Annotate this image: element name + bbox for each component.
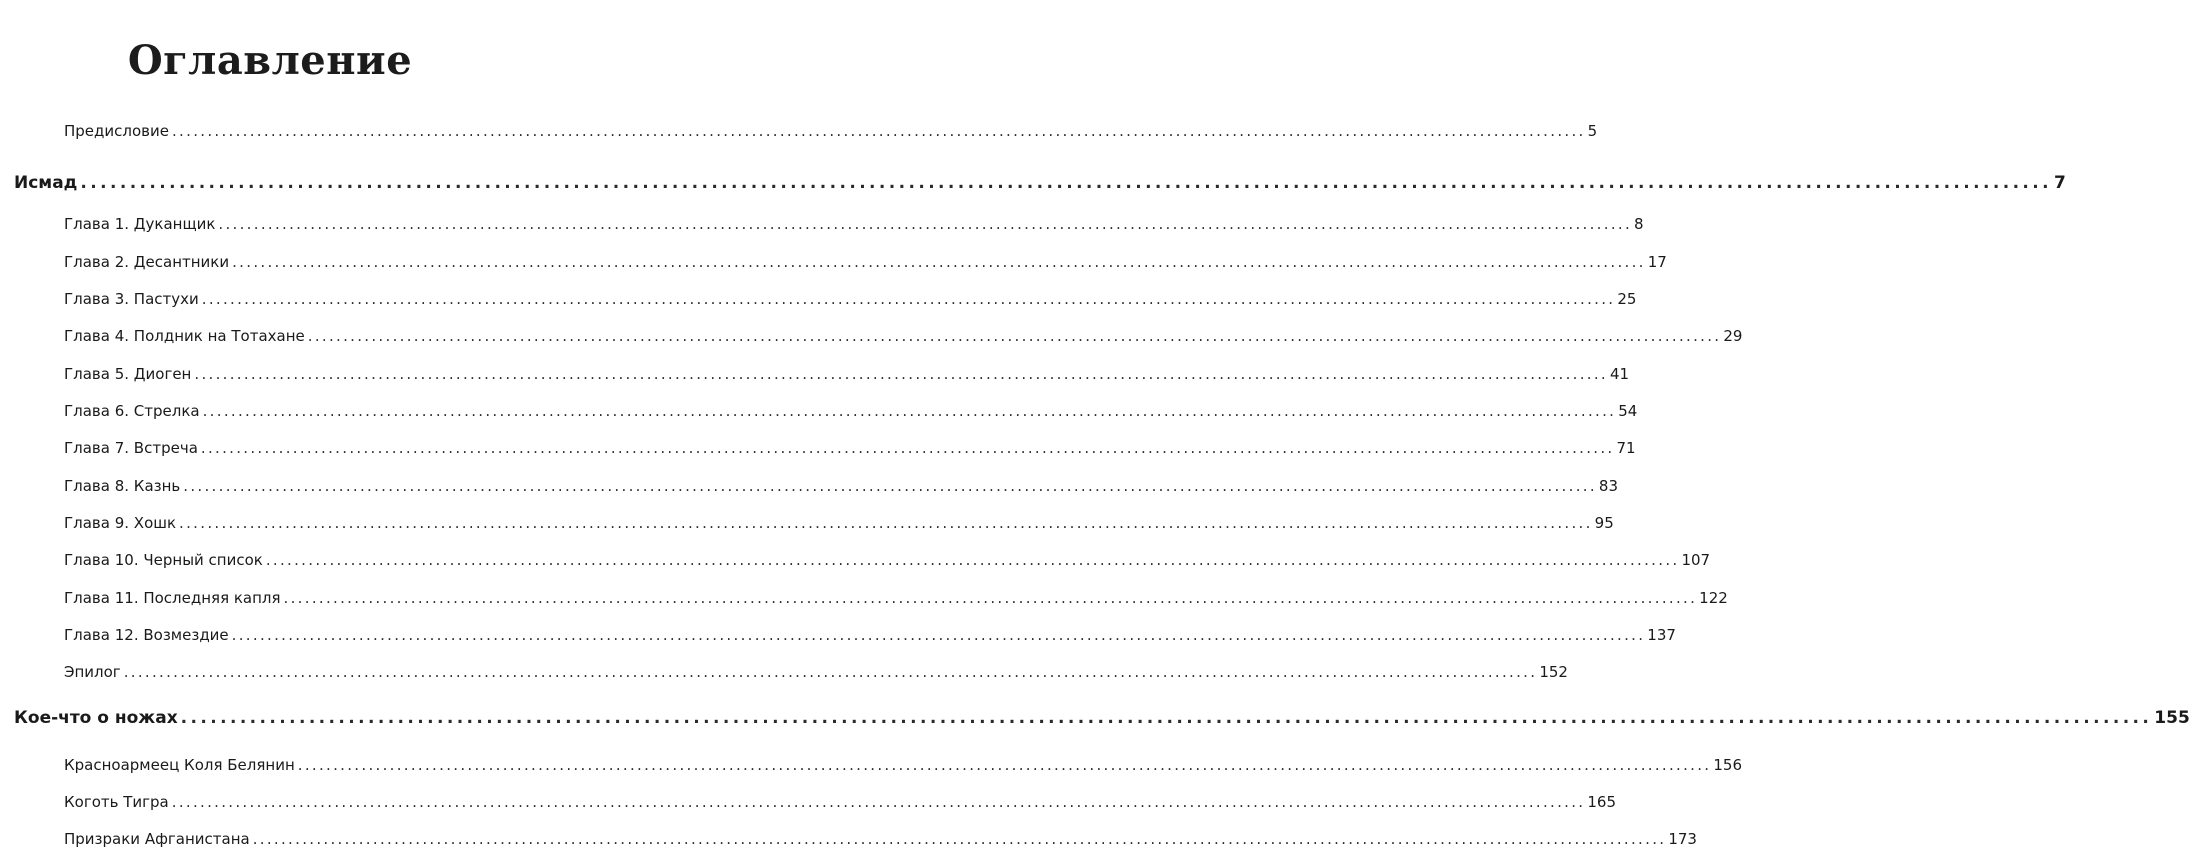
toc-entry-label: Глава 9. Хошк <box>64 514 177 532</box>
toc-entry-page: 71 <box>1616 439 1636 457</box>
dot-leader: ........................................................................................................................................................................................................ <box>307 327 1722 345</box>
dot-leader: ........................................................................................................................................................................................................ <box>200 439 1615 457</box>
dot-leader: ........................................................................................................................................................................................................ <box>297 756 1712 774</box>
toc-entry-chapter[interactable] <box>64 214 1644 234</box>
toc-entry-label: Глава 1. Дуканщик <box>64 215 216 233</box>
dot-leader: ........................................................................................................................................................................................................ <box>183 477 1597 495</box>
toc-entry-chapter[interactable] <box>64 252 1667 272</box>
toc-entry-page: 5 <box>1587 122 1598 140</box>
toc-entry-label: Глава 4. Полдник на Тотахане <box>64 327 305 345</box>
toc-entry-label: Эпилог <box>64 663 121 681</box>
toc-entry-page: 95 <box>1594 514 1614 532</box>
toc-part-label: Кое-что о ножах <box>14 708 178 728</box>
toc-entry-story[interactable] <box>64 829 1697 849</box>
toc-entry-page: 8 <box>1634 215 1644 233</box>
toc-entry-page: 29 <box>1723 327 1743 345</box>
toc-entry-label: Глава 8. Казнь <box>64 477 181 495</box>
toc-entry-label: Красноармеец Коля Белянин <box>64 756 295 774</box>
toc-entry-page: 122 <box>1699 589 1728 607</box>
toc-entry-label: Глава 12. Возмездие <box>64 626 229 644</box>
toc-entry-chapter[interactable] <box>64 625 1676 645</box>
toc-entry-page: 25 <box>1617 290 1637 308</box>
dot-leader: ........................................................................................................................................................................................................ <box>171 122 1586 140</box>
toc-part-label: Исмад <box>14 173 78 193</box>
toc-entry-chapter[interactable] <box>64 364 1630 384</box>
toc-entry-label: Призраки Афганистана <box>64 830 250 848</box>
toc-entry-page: 17 <box>1647 253 1667 271</box>
toc-entry-preface[interactable] <box>64 121 1598 141</box>
toc-entry-chapter[interactable] <box>64 513 1614 533</box>
toc-entry-page: 152 <box>1539 663 1568 681</box>
toc-entry-page: 137 <box>1647 626 1676 644</box>
toc-entry-chapter[interactable] <box>64 476 1618 496</box>
toc-entry-label: Глава 7. Встреча <box>64 439 198 457</box>
toc-entry-label: Глава 3. Пастухи <box>64 290 199 308</box>
toc-entry-label: Предисловие <box>64 122 169 140</box>
toc-entry-story[interactable] <box>64 792 1617 812</box>
toc-entry-page: 165 <box>1587 793 1617 811</box>
dot-leader: ........................................................................................................................................................................................................ <box>232 253 1646 271</box>
dot-leader: ........................................................................................................................................................................................................ <box>202 402 1617 420</box>
toc-part-page: 7 <box>2054 173 2066 193</box>
toc-part-page: 155 <box>2154 708 2190 728</box>
toc-entry-page: 41 <box>1610 365 1630 383</box>
toc-entry-chapter[interactable] <box>64 588 1728 608</box>
toc-part-knives[interactable] <box>14 707 2190 729</box>
dot-leader: ........................................................................................................................................................................................................ <box>283 589 1698 607</box>
toc-entry-label: Глава 6. Стрелка <box>64 402 200 420</box>
dot-leader: ........................................................................................................................................................................................................ <box>123 663 1538 681</box>
dot-leader: ........................................................................................................................................................................................................ <box>171 793 1586 811</box>
toc-entry-page: 173 <box>1668 830 1697 848</box>
toc-entry-label: Глава 5. Диоген <box>64 365 192 383</box>
toc-entry-chapter[interactable] <box>64 550 1711 570</box>
dot-leader: ........................................................................................................................................................................................................ <box>265 551 1680 569</box>
toc-entry-chapter[interactable] <box>64 401 1638 421</box>
toc-part-ismad[interactable] <box>14 172 2066 194</box>
toc-entry-epilogue[interactable] <box>64 662 1568 682</box>
dot-leader: ........................................................................................................................................................................................................ <box>80 173 2053 193</box>
dot-leader: ........................................................................................................................................................................................................ <box>252 830 1667 848</box>
toc-entry-story[interactable] <box>64 755 1743 775</box>
toc-entry-label: Коготь Тигра <box>64 793 169 811</box>
toc-entry-chapter[interactable] <box>64 289 1637 309</box>
dot-leader: ........................................................................................................................................................................................................ <box>231 626 1646 644</box>
dot-leader: ........................................................................................................................................................................................................ <box>201 290 1616 308</box>
toc-entry-chapter[interactable] <box>64 438 1636 458</box>
page-title: Оглавление <box>127 36 413 84</box>
toc-entry-page: 54 <box>1618 402 1638 420</box>
toc-entry-label: Глава 10. Черный список <box>64 551 263 569</box>
toc-entry-page: 156 <box>1713 756 1743 774</box>
toc-entry-chapter[interactable] <box>64 326 1743 346</box>
toc-entry-page: 107 <box>1681 551 1711 569</box>
dot-leader: ........................................................................................................................................................................................................ <box>180 708 2153 728</box>
dot-leader: ........................................................................................................................................................................................................ <box>194 365 1608 383</box>
dot-leader: ........................................................................................................................................................................................................ <box>179 514 1593 532</box>
toc-entry-label: Глава 2. Десантники <box>64 253 230 271</box>
dot-leader: ........................................................................................................................................................................................................ <box>218 215 1633 233</box>
toc-entry-page: 83 <box>1598 477 1618 495</box>
toc-entry-label: Глава 11. Последняя капля <box>64 589 281 607</box>
